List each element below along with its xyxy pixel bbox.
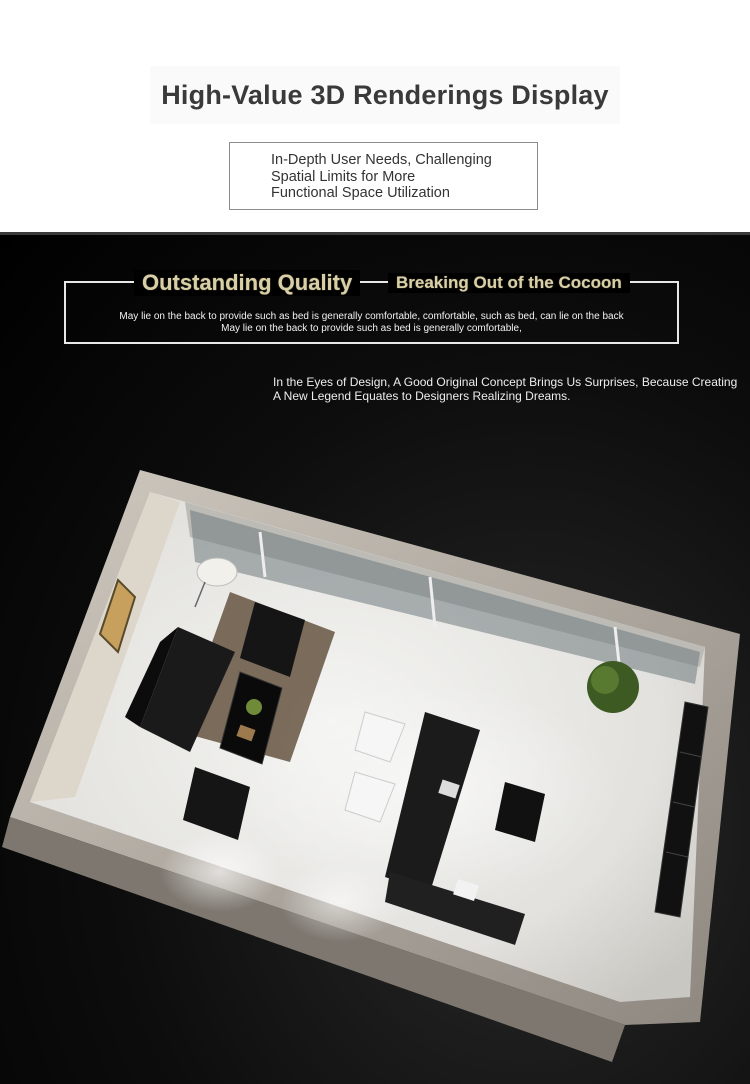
title-banner — [150, 66, 620, 124]
subtitle-box — [229, 142, 538, 210]
subtitle-line: Spatial Limits for More — [271, 168, 416, 185]
design-line: A New Legend Equates to Designers Realizing Dreams. — [273, 388, 571, 403]
page-title: High-Value 3D Renderings Display — [161, 79, 609, 110]
quality-box — [64, 270, 679, 344]
header-section — [0, 0, 750, 232]
dark-section — [0, 232, 750, 1084]
subtitle-line: In-Depth User Needs, Challenging — [271, 152, 492, 168]
floor-lamp — [197, 558, 237, 586]
design-description — [273, 376, 743, 403]
plant-decor — [246, 699, 262, 715]
quality-text: May lie on the back to provide such as bed is generally comfortable, comfortable, such as bed, can lie on the back — [119, 311, 624, 322]
quality-label: Outstanding Quality — [134, 270, 360, 296]
cocoon-label: Breaking Out of the Cocoon — [388, 273, 630, 293]
subtitle-line: Functional Space Utilization — [271, 185, 450, 201]
office-room-rendering — [0, 462, 750, 1084]
quality-text: May lie on the back to provide such as bed is generally comfortable, — [221, 323, 522, 334]
design-line: In the Eyes of Design, A Good Original Concept Brings Us Surprises, Because Creating — [273, 375, 738, 389]
divider — [0, 232, 750, 235]
